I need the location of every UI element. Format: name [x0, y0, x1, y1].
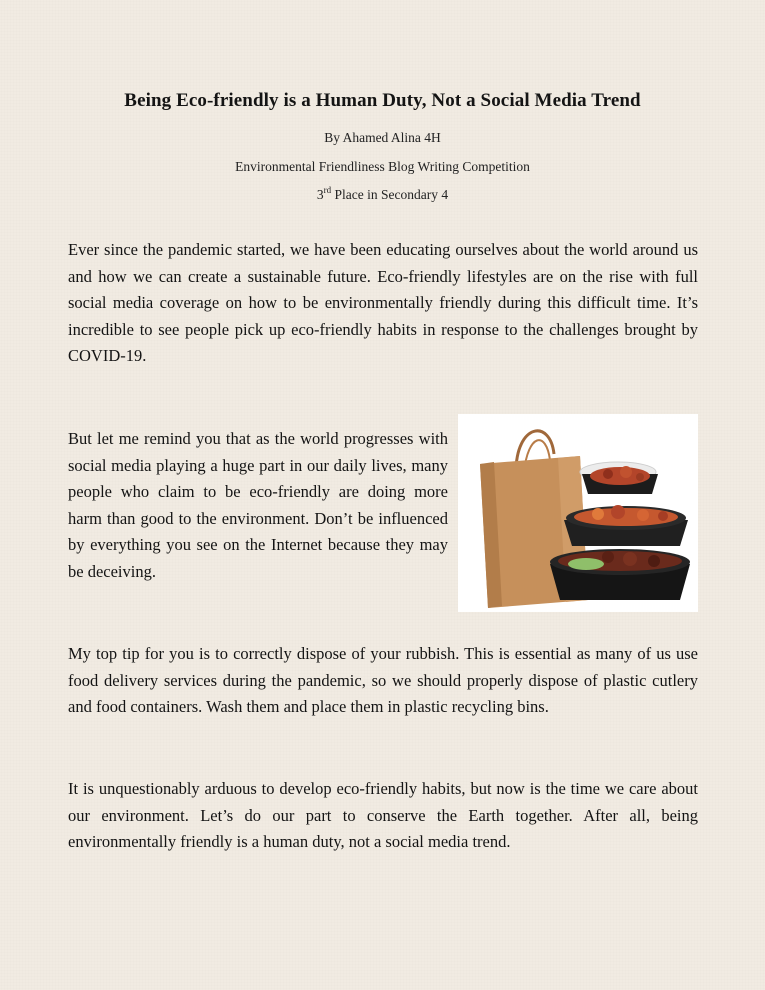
food-delivery-photo	[458, 414, 698, 612]
place-suffix: rd	[323, 184, 332, 195]
place-number: 3	[316, 187, 324, 202]
byline: By Ahamed Alina 4H	[324, 130, 441, 145]
paragraph-2: But let me remind you that as the world progresses with social media playing a huge part in our daily lives, many people who claim to be eco-friendly are doing more harm than good to the environment. Don’t be influenced by everything you see on the Internet because they may be deceiving.	[68, 429, 448, 581]
paragraph-4: It is unquestionably arduous to develop eco-friendly habits, but now is the time we care about our environment. Let’s do our part to conserve the Earth together. After all, being environmentally friendly is a human duty, not a social media trend.	[68, 779, 698, 851]
paragraph-1: Ever since the pandemic started, we have been educating ourselves about the world around us and how we can create a sustainable future. Eco-friendly lifestyles are on the rise with full social media coverage on how to be environmentally friendly during this difficult time. It’s incredible to see people pick up eco-friendly habits in response to the challenges brought by COVID-19.	[68, 240, 698, 365]
paragraph-3: My top tip for you is to correctly dispose of your rubbish. This is essential as many of us use food delivery services during the pandemic, so we should properly dispose of plastic cutlery and food containers. Wash them and place them in plastic recycling bins.	[68, 644, 698, 716]
article-title: Being Eco-friendly is a Human Duty, Not a Social Media Trend	[124, 90, 641, 111]
competition-name: Environmental Friendliness Blog Writing Competition	[235, 159, 530, 174]
paper-bag-and-food-containers-photo	[458, 414, 698, 612]
placement	[0, 184, 765, 203]
place-rest: Place in Secondary 4	[331, 187, 449, 202]
